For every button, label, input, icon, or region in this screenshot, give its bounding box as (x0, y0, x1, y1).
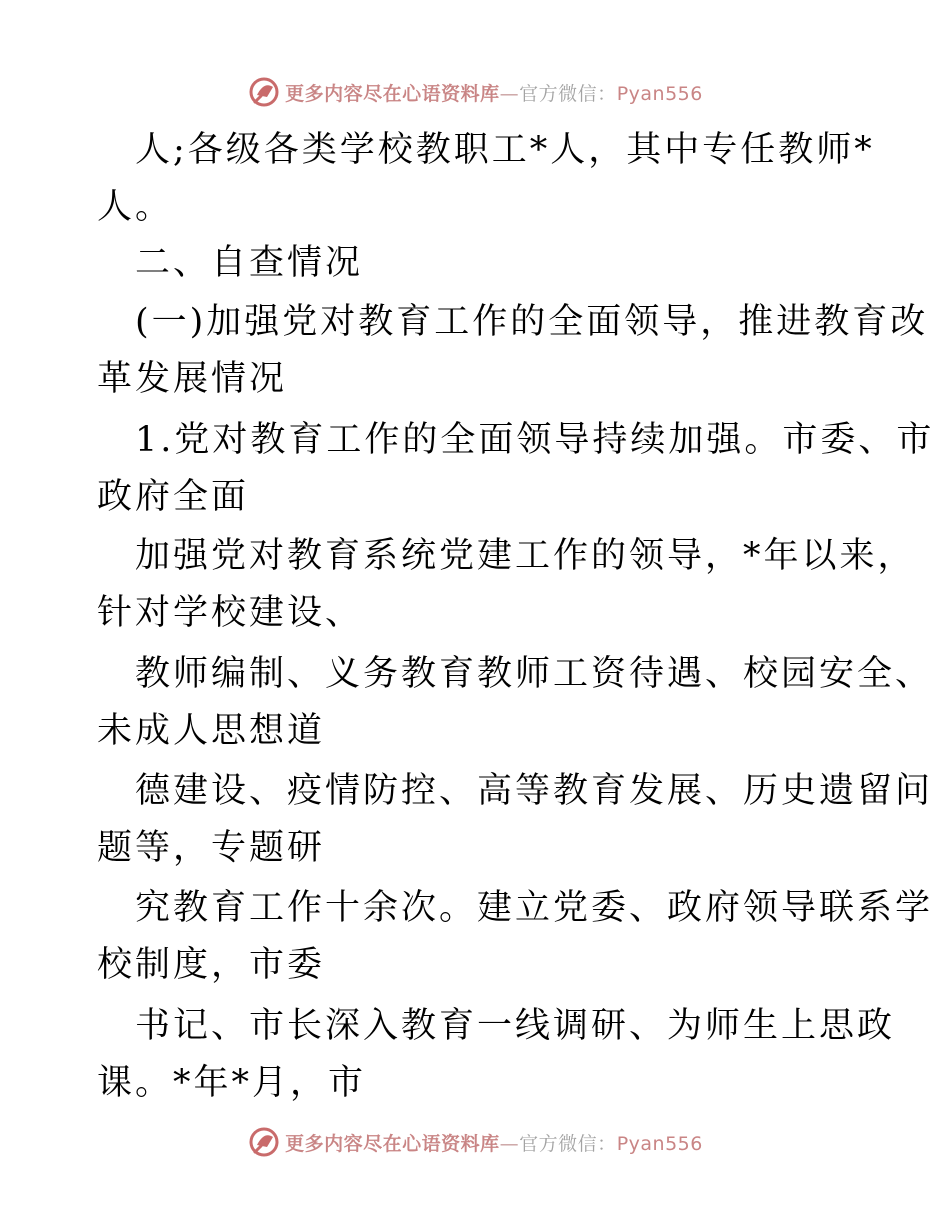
subsection-heading-cont: 革发展情况 (97, 359, 288, 399)
text-line: 针对学校建设、 (97, 593, 364, 633)
watermark-logo-icon (247, 75, 281, 109)
text-line: 书记、市长深入教育一线调研、为师生上思政 (135, 1006, 896, 1046)
watermark-separator: — (499, 82, 520, 105)
watermark-wechat-id: Pyan556 (616, 82, 703, 105)
watermark-logo-icon (247, 1125, 281, 1159)
text-line: 课。*年*月，市 (97, 1063, 367, 1103)
text-line: 校制度，市委 (97, 945, 326, 985)
text-line: 人。 (97, 187, 174, 227)
watermark-separator: — (499, 1132, 520, 1155)
text-line: 题等，专题研 (97, 828, 326, 868)
text-line: 人;各级各类学校教职工*人，其中专任教师* (135, 130, 875, 170)
watermark-wechat-id: Pyan556 (616, 1132, 703, 1155)
watermark-brand: 更多内容尽在心语资料库 (285, 82, 500, 105)
text-line: 1.党对教育工作的全面领导持续加强。市委、市 (135, 420, 935, 460)
watermark-footer (0, 1122, 950, 1162)
text-line: 加强党对教育系统党建工作的领导，*年以来， (135, 536, 916, 576)
text-line: 德建设、疫情防控、高等教育发展、历史遗留问 (135, 771, 934, 811)
watermark-wechat-label: 官方微信： (519, 1132, 617, 1155)
watermark-header (0, 72, 950, 112)
text-line: 未成人思想道 (97, 711, 326, 751)
text-line: 究教育工作十余次。建立党委、政府领导联系学 (135, 888, 934, 928)
text-line: 政府全面 (97, 477, 250, 517)
subsection-heading: (一)加强党对教育工作的全面领导，推进教育改 (135, 302, 929, 342)
watermark-text (285, 79, 703, 106)
watermark-text (285, 1129, 703, 1156)
watermark-wechat-label: 官方微信： (519, 82, 617, 105)
section-heading: 二、自查情况 (135, 243, 364, 283)
text-line: 教师编制、义务教育教师工资待遇、校园安全、 (135, 654, 934, 694)
watermark-brand: 更多内容尽在心语资料库 (285, 1132, 500, 1155)
